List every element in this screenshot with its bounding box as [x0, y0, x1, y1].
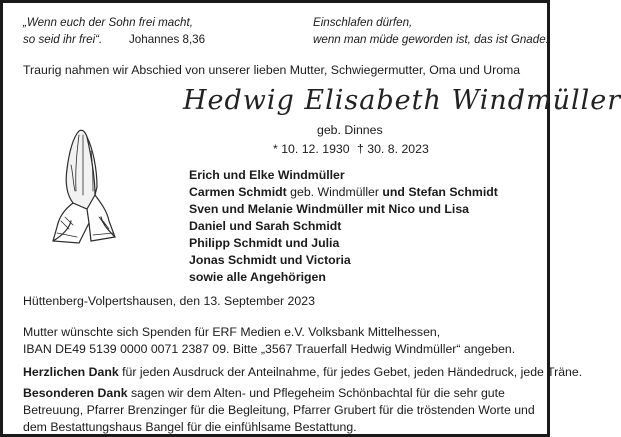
mourner-line-2-part-a: Carmen Schmidt [189, 185, 287, 199]
mourner-line-5: Philipp Schmidt und Julia [189, 236, 340, 250]
birth-date: * 10. 12. 1930 [273, 142, 350, 156]
quote-right-line2: wenn man müde geworden ist, das ist Gnade. [313, 33, 549, 46]
thanks-1-bold: Herzlichen Dank [23, 365, 119, 379]
mourner-line-2-part-c: und Stefan Schmidt [382, 185, 498, 199]
mourner-line-6: Jonas Schmidt und Victoria [189, 253, 351, 267]
thanks-2-line-3: dem Bestattungshaus Bangel für die einfühlsame Bestattung. [23, 420, 357, 434]
death-date: † 30. 8. 2023 [357, 142, 429, 156]
mourner-line-7: sowie alle Angehörigen [189, 270, 326, 284]
quote-left-line1: „Wenn euch der Sohn frei macht, [23, 16, 193, 29]
mourner-line-2 [189, 184, 498, 201]
thanks-2-bold: Besonderen Dank [23, 386, 128, 400]
mourner-line-2-part-b: geb. Windmüller [286, 185, 383, 199]
donation-line-2: IBAN DE49 5139 0000 0071 2387 09. Bitte „3567 Trauerfall Hedwig Windmüller“ angeben. [23, 342, 516, 356]
thanks-2-rest: sagen wir dem Alten- und Pflegeheim Schönbachtal für die sehr gute [127, 386, 505, 400]
deceased-name: Hedwig Elisabeth Windmüller [183, 85, 621, 116]
thanks-2-line-2: Betreuung, Pfarrer Brenzinger für die Begleitung, Pfarrer Grubert für die tröstenden Worte und [23, 403, 535, 417]
place-date: Hüttenberg-Volpertshausen, den 13. September 2023 [23, 294, 315, 308]
quote-right-line1: Einschlafen dürfen, [313, 16, 413, 29]
thanks-2-line-1 [23, 385, 505, 402]
quote-left-line2: so seid ihr frei“. [23, 33, 103, 46]
maiden-name: geb. Dinnes [317, 123, 383, 137]
thanks-line-1 [23, 364, 582, 381]
praying-hands-icon [43, 125, 131, 245]
quote-left-reference: Johannes 8,36 [129, 33, 206, 46]
intro-text: Traurig nahmen wir Abschied von unserer lieben Mutter, Schwiegermutter, Oma und Uroma [23, 63, 521, 77]
mourner-line-1: Erich und Elke Windmüller [189, 168, 345, 182]
donation-line-1: Mutter wünschte sich Spenden für ERF Medien e.V. Volksbank Mittelhessen, [23, 325, 441, 339]
mourner-line-4: Daniel und Sarah Schmidt [189, 219, 342, 233]
thanks-1-rest: für jeden Ausdruck der Anteilnahme, für jedes Gebet, jeden Händedruck, jede Träne. [118, 365, 583, 379]
mourner-line-3: Sven und Melanie Windmüller mit Nico und Lisa [189, 202, 470, 216]
